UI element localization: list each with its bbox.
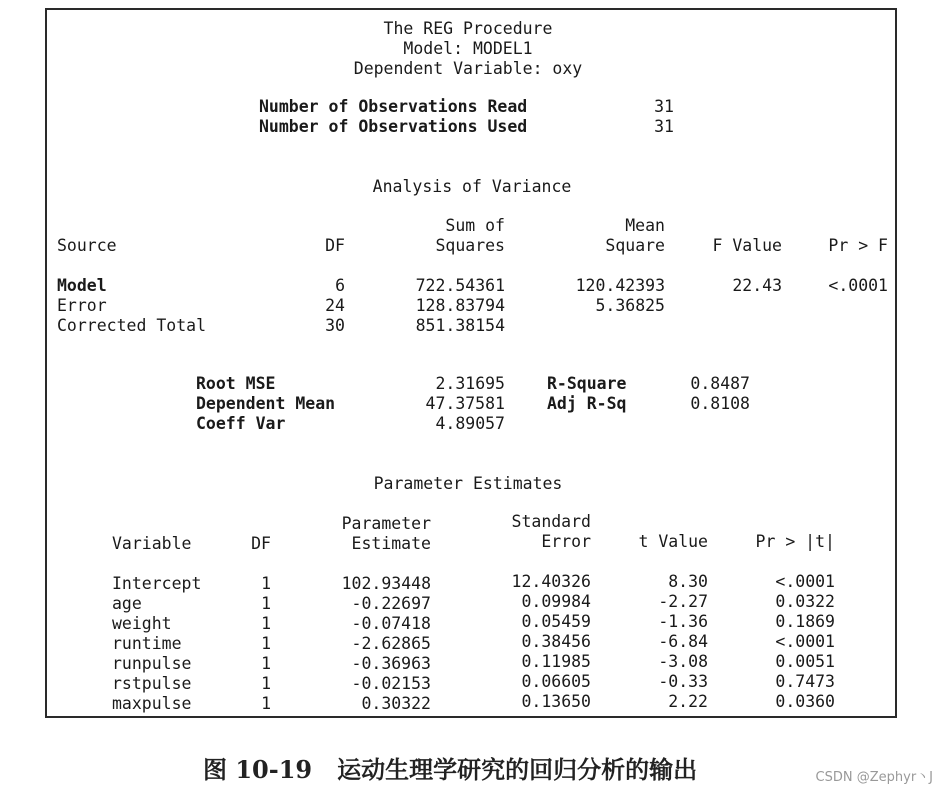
anova-df: 30 [325,316,345,335]
param-estimate: -0.22697 [351,594,431,613]
param-t-value: -3.08 [658,652,708,671]
param-variable: runpulse [112,654,192,673]
param-variable: Intercept [112,574,202,593]
params-header-t: t Value [638,532,708,551]
fit-r-square-value: 0.8487 [690,374,750,393]
param-t-value: -0.33 [658,672,708,691]
param-t-value: -1.36 [658,612,708,631]
anova-f: 22.43 [732,276,782,295]
param-std-error: 0.09984 [521,592,591,611]
param-std-error: 0.06605 [521,672,591,691]
anova-header-ss-bottom: Squares [435,236,505,255]
param-df: 1 [261,634,271,653]
anova-ss: 851.38154 [415,316,505,335]
anova-header-ms-bottom: Square [605,236,665,255]
obs-read-label: Number of Observations Read [259,97,528,116]
param-variable: runtime [112,634,182,653]
param-estimate: -0.07418 [351,614,431,633]
param-p-value: 0.0322 [775,592,835,611]
param-df: 1 [261,574,271,593]
param-variable: age [112,594,142,613]
param-std-error: 0.13650 [521,692,591,711]
anova-ss: 128.83794 [415,296,505,315]
param-variable: rstpulse [112,674,192,693]
anova-source: Model [57,276,107,295]
procedure-title: The REG Procedure [383,19,553,38]
anova-header-df: DF [325,236,345,255]
param-df: 1 [261,614,271,633]
anova-ms: 120.42393 [575,276,665,295]
param-t-value: -2.27 [658,592,708,611]
param-estimate: -0.02153 [351,674,431,693]
param-p-value: <.0001 [775,572,835,591]
param-estimate: 102.93448 [341,574,431,593]
param-variable: maxpulse [112,694,192,713]
anova-p: <.0001 [828,276,888,295]
fit-coeff-var-value: 4.89057 [435,414,505,433]
params-header-p: Pr > |t| [755,532,835,551]
param-df: 1 [261,674,271,693]
anova-ss: 722.54361 [415,276,505,295]
param-estimate: -0.36963 [351,654,431,673]
param-variable: weight [112,614,172,633]
params-header-variable: Variable [112,534,192,553]
param-p-value: <.0001 [775,632,835,651]
params-header-est-top: Parameter [341,514,431,533]
fit-adj-r-sq-value: 0.8108 [690,394,750,413]
params-header-se-top: Standard [511,512,591,531]
anova-source: Corrected Total [57,316,207,335]
param-df: 1 [261,694,271,713]
source-watermark: CSDN @Zephyr丶J [815,770,933,785]
param-p-value: 0.0051 [775,652,835,671]
fit-root-mse-value: 2.31695 [435,374,505,393]
param-std-error: 0.05459 [521,612,591,631]
anova-header-f: F Value [712,236,782,255]
figure-caption: 图 10-19 运动生理学研究的回归分析的输出 [203,755,698,784]
obs-used-value: 31 [654,117,674,136]
fit-adj-r-sq-label: Adj R-Sq [547,394,627,413]
fit-dependent-mean-label: Dependent Mean [196,394,336,413]
dependent-variable: Dependent Variable: oxy [353,59,583,78]
anova-df: 6 [335,276,345,295]
param-t-value: 2.22 [668,692,708,711]
param-t-value: 8.30 [668,572,708,591]
obs-read-value: 31 [654,97,674,116]
obs-used-label: Number of Observations Used [259,117,528,136]
param-p-value: 0.0360 [775,692,835,711]
anova-header-p: Pr > F [828,236,888,255]
anova-source: Error [57,296,107,315]
param-df: 1 [261,654,271,673]
fit-r-square-label: R-Square [547,374,627,393]
fit-coeff-var-label: Coeff Var [196,414,286,433]
param-std-error: 12.40326 [511,572,591,591]
anova-title: Analysis of Variance [372,177,572,196]
params-header-se-bottom: Error [541,532,591,551]
model-name: Model: MODEL1 [403,39,533,58]
fit-dependent-mean-value: 47.37581 [425,394,505,413]
anova-df: 24 [325,296,345,315]
param-p-value: 0.1869 [775,612,835,631]
param-std-error: 0.38456 [521,632,591,651]
param-std-error: 0.11985 [521,652,591,671]
anova-header-ms-top: Mean [625,216,665,235]
sas-output-panel [45,8,897,718]
param-t-value: -6.84 [658,632,708,651]
param-p-value: 0.7473 [775,672,835,691]
param-estimate: -2.62865 [351,634,431,653]
anova-ms: 5.36825 [595,296,665,315]
param-estimate: 0.30322 [361,694,431,713]
params-header-est-bottom: Estimate [351,534,431,553]
params-header-df: DF [251,534,271,553]
anova-header-source: Source [57,236,117,255]
fit-root-mse-label: Root MSE [196,374,276,393]
anova-header-ss-top: Sum of [445,216,505,235]
param-df: 1 [261,594,271,613]
params-title: Parameter Estimates [373,474,563,493]
